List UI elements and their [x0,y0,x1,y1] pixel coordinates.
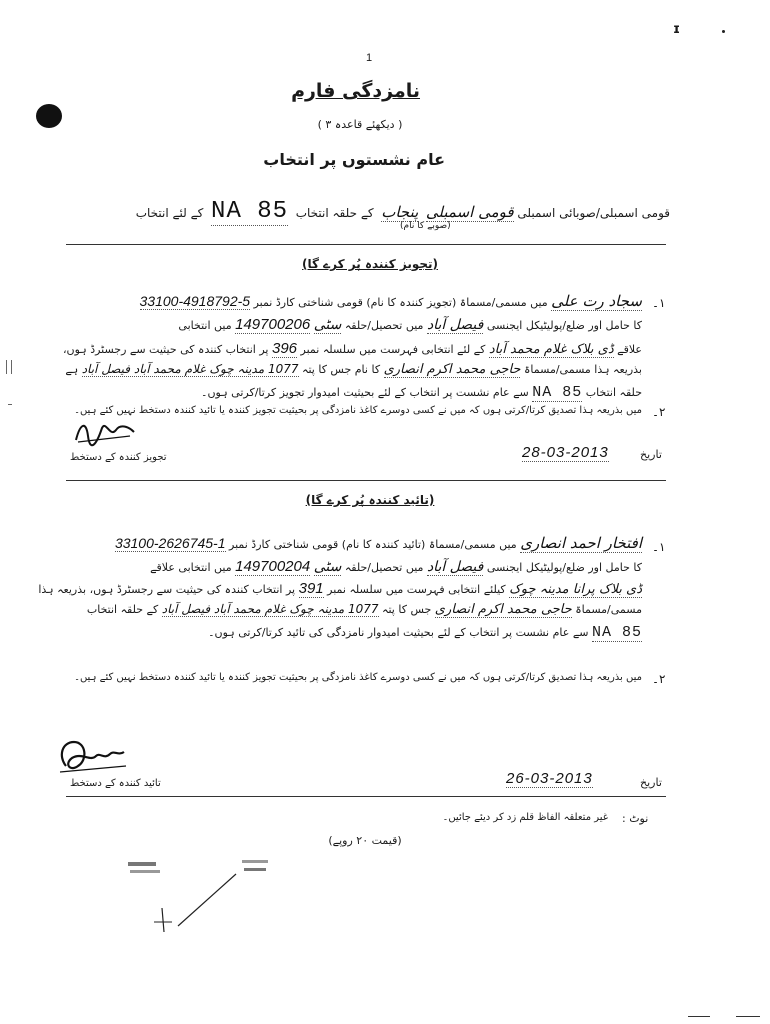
proposer-signature-image [72,416,142,448]
seconder-line-4 [40,602,642,617]
proposer-line-4 [40,362,642,377]
margin-mark [8,404,12,405]
seconder-block: ڈی بلاک پرانا مدینہ چوک [509,582,642,597]
corner-mark: ɪ [673,22,681,37]
seconder-date-label: تاریخ [640,776,662,789]
seconder-item-1-number: ۱۔ [652,540,666,554]
page-number: 1 [366,52,373,64]
corner-dot [722,30,725,33]
proposer-tehsil-label: میں تحصیل/حلقہ [344,319,424,332]
proposer-item-2-number: ۲۔ [652,405,666,419]
proposer-tehsil: سٹی [313,317,342,333]
proposer-line-4-mid: کا نام جس کا پتہ [302,363,381,376]
bottom-mark [688,1016,710,1017]
seconder-line-3-mid: کیلئے انتخابی فہرست میں سلسلہ نمبر [327,583,506,596]
seconder-signature-label: تائید کنندہ کے دستخط [70,778,161,789]
seconder-area-code: 149700204 [235,558,311,575]
rule-reference: ( دیکھئے قاعدہ ۳ ) [317,118,403,131]
proposer-block: ڈی بلاک غلام محمد آباد [488,342,614,357]
seconder-date: 26-03-2013 [506,770,593,787]
seconder-heading: (تائید کنندہ پُر کرے گا) [305,493,435,507]
proposer-item-1-number: ۱۔ [652,296,666,310]
proposer-line-3-mid: کے لئے انتخابی فہرست میں سلسلہ نمبر [300,343,486,356]
seconder-line-4-mid: جس کا پتہ [382,603,432,616]
proposer-line-2 [40,316,642,333]
note-text: غیر متعلقہ الفاظ قلم زد کر دیئے جائیں۔ [442,812,608,823]
province-value: پنجاب [381,203,419,221]
proposer-date: 28-03-2013 [522,444,609,461]
proposer-declaration: میں بذریعہ ہذا تصدیق کرتا/کرتی ہوں کہ میں نے کسی دوسرے کاغذ نامزدگی پر بحیثیت تجویز کنندہ یا تائید کنندہ دستخط نہیں کئے ہیں۔ [74,405,642,416]
seconder-line-1 [40,534,642,552]
constituency-suffix-2: کے لئے انتخاب [135,206,204,220]
proposer-line-1 [40,292,642,310]
election-title: عام نشستوں پر انتخاب [263,150,445,169]
proposer-line-5-end: سے عام نشست پر انتخاب کے لئے بحیثیت امیدوار تجویز کرتا/کرتی ہوں۔ [201,386,529,399]
punch-hole [36,104,62,128]
seconder-line-4-end: کے حلقہ انتخاب [86,603,159,616]
seconder-item-2-number: ۲۔ [652,672,666,686]
seconder-serial: 391 [298,580,324,597]
seconder-candidate: حاجی محمد اکرم انصاری [434,602,572,617]
margin-mark [6,360,12,374]
seconder-declaration: میں بذریعہ ہذا تصدیق کرتا/کرتی ہوں کہ میں نے کسی دوسرے کاغذ نامزدگی پر بحیثیت تجویز کنندہ یا تائید کنندہ دستخط نہیں کئے ہیں۔ [74,672,642,683]
seconder-line-5-end: سے عام نشست پر انتخاب کے لئے بحیثیت امیدوار نامزدگی کی تائید کرتا/کرتی ہوں۔ [208,626,589,639]
constituency-line [60,198,670,225]
proposer-line-3-end: پر انتخاب کنندہ کی حیثیت سے رجسٹرڈ ہوں، [62,343,269,356]
divider [66,244,666,245]
divider [66,796,666,797]
seconder-tehsil: سٹی [313,559,342,575]
proposer-line-3 [40,340,642,357]
seconder-line-3-end: پر انتخاب کنندہ کی حیثیت سے رجسٹرڈ ہوں، بذریعہ ہذا [38,583,296,596]
seconder-tehsil-label: میں تحصیل/حلقہ [344,561,424,574]
seconder-cnic: 33100-2626745-1 [114,535,226,551]
proposer-name: سجاد رت علی [551,292,642,310]
assembly-value: قومی اسمبلی [425,203,514,221]
proposer-date-label: تاریخ [640,448,662,461]
proposer-candidate: حاجی محمد اکرم انصاری [383,362,521,377]
seconder-address: 1077 مدینہ چوک غلام محمد آباد فیصل آباد [161,602,379,616]
province-hint: (صوبے کا نام) [400,221,451,231]
proposer-line-2-text: کا حامل اور ضلع/پولیٹیکل ایجنسی [486,319,642,332]
proposer-line-4-end: ہے [65,363,79,376]
seconder-line-3 [40,580,642,597]
proposer-heading: (تجویز کنندہ پُر کرے گا) [302,257,438,271]
stamp-scribble [126,856,286,936]
seconder-line-4-text: مسمی/مسماۃ [575,603,642,616]
price: (قیمت ۲۰ روپے) [328,834,402,847]
proposer-serial: 396 [271,340,298,357]
seconder-district: فیصل آباد [426,559,484,575]
proposer-address: 1077 مدینہ چوک غلام محمد آباد فیصل آباد [81,362,299,376]
bottom-mark [736,1016,760,1017]
proposer-line-2-end: میں انتخابی [178,319,232,332]
note-label: نوٹ : [622,812,649,825]
proposer-line-1-text: میں مسمی/مسماۃ (تجویز کنندہ کا نام) قومی شناختی کارڈ نمبر [253,296,548,309]
proposer-na: NA 85 [532,384,583,401]
assembly-prefix: قومی اسمبلی/صوبائی اسمبلی [517,206,670,220]
seconder-line-2-text: کا حامل اور ضلع/پولیٹیکل ایجنسی [486,561,642,574]
constituency-number: NA 85 [211,198,289,225]
proposer-area-code: 149700206 [235,316,311,333]
seconder-name: افتخار احمد انصاری [520,534,642,552]
proposer-line-3-text: علاقے [617,343,642,356]
seconder-line-5 [40,624,642,641]
seconder-line-1-text: میں مسمی/مسماۃ (تائید کنندہ کا نام) قومی شناختی کارڈ نمبر [229,538,517,551]
seconder-signature-image [56,736,146,778]
seconder-line-2-end: میں انتخابی علاقے [150,561,232,574]
proposer-district: فیصل آباد [426,317,484,333]
proposer-line-5 [40,384,642,401]
form-title: نامزدگی فارم [291,80,420,102]
seconder-na: NA 85 [591,624,642,641]
proposer-line-4-text: بذریعہ ہذا مسمی/مسماۃ [523,363,642,376]
constituency-suffix-1: کے حلقہ انتخاب [295,206,374,220]
seconder-line-2 [40,558,642,575]
divider [66,480,666,481]
proposer-line-5-text: حلقہ انتخاب [585,386,642,399]
proposer-signature-label: تجویز کنندہ کے دستخط [70,452,167,463]
proposer-cnic: 33100-4918792-5 [139,293,251,309]
